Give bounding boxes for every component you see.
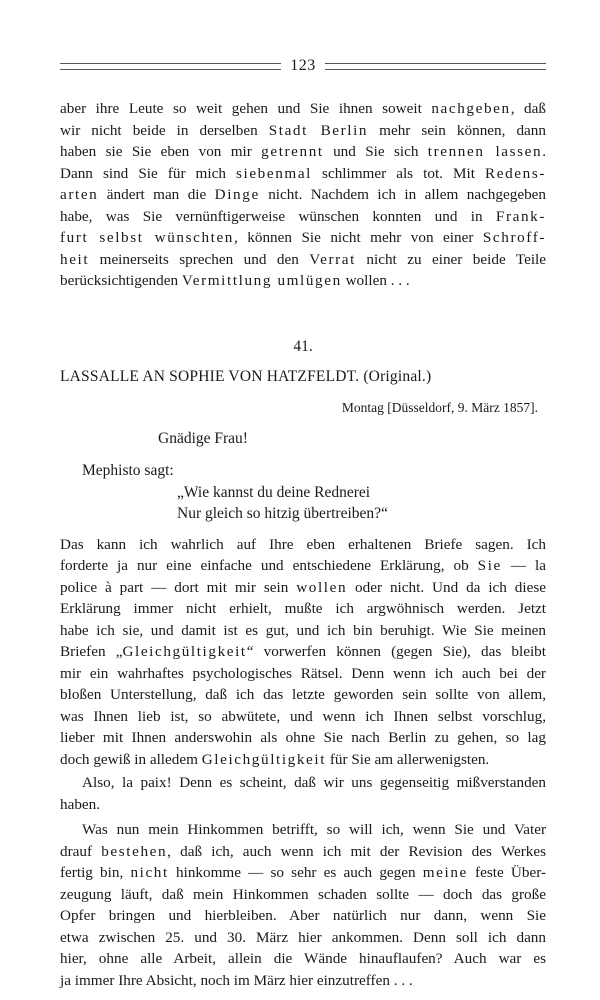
verse-quote (60, 482, 546, 524)
verse-line: Nur gleich so hitzig übertreiben?“ (177, 504, 388, 522)
spaced-emphasis: meine (422, 864, 468, 881)
header-rule-left (60, 63, 281, 70)
quote-intro: Mephisto sagt: (82, 461, 174, 479)
spaced-emphasis: Stadt Berlin (268, 121, 369, 139)
text-line: habe ich sie, und damit ist es gut, und ich bin beruhigt. Wie Sie meinen (60, 621, 546, 639)
text-line: Also, la paix! Denn es scheint, daß wir uns gegenseitig mißverstanden (82, 774, 546, 791)
letter-title: LASSALLE AN SOPHIE VON HATZFELDT. (Original.) (60, 367, 432, 385)
spaced-emphasis: getrennt (261, 143, 324, 160)
spaced-emphasis: trennen lassen (427, 143, 543, 160)
text-line: was Ihnen lieb ist, so abwütete, und wenn ich Ihnen selbst vorschlug, (60, 707, 546, 725)
text-line: haben. (60, 795, 101, 813)
text-line: bloßen Unterstellung, daß ich das letzte geworden sein sollte von allem, (60, 686, 546, 703)
spaced-emphasis: Frank- (495, 207, 546, 225)
text-line: wir nicht beide in derselben Stadt Berlin mehr sein können, dann (60, 121, 546, 139)
spaced-emphasis: Sie (477, 557, 502, 574)
text-line: Was nun mein Hinkommen betrifft, so will ich, wenn Sie und Vater (82, 821, 546, 838)
text-line: hier, ohne alle Arbeit, allein die Wände hinauflaufen? Auch war es (60, 950, 546, 967)
spaced-emphasis: nicht (130, 864, 169, 881)
text-line: berücksichtigenden Vermittlung umlügen wollen . . . (60, 272, 410, 289)
letter-number: 41. (293, 337, 313, 355)
text-line: habe, was Sie vernünftigerweise wünschen konnten und in Frank- (60, 207, 546, 225)
spaced-emphasis: wollen (296, 578, 348, 596)
text-line: Dann sind Sie für mich siebenmal schlimmer als tot. Mit Redens- (60, 164, 546, 182)
continued-paragraph (60, 98, 546, 292)
letter-salutation: Gnädige Frau! (158, 429, 248, 447)
header-rule-right (325, 63, 546, 70)
text-line: mir ein wahrhaftes psychologisches Rätsel. Denn wenn ich auch bei der (60, 664, 546, 682)
verse-line: „Wie kannst du deine Rednerei (177, 483, 371, 501)
spaced-emphasis: arten (60, 186, 99, 203)
text-line: forderte ja nur eine einfache und entschiedene Erklärung, ob Sie — la (60, 557, 546, 574)
letter-paragraph-3 (60, 819, 546, 991)
spaced-emphasis: Schroff- (482, 229, 547, 246)
spaced-emphasis: Gleichgültigkeit (122, 643, 247, 660)
spaced-emphasis: heit (60, 250, 90, 268)
spaced-emphasis: nachgeben (431, 100, 511, 117)
letter-paragraph-2 (60, 772, 546, 815)
text-line: Das kann ich wahrlich auf Ihre eben erhaltenen Briefe sagen. Ich (60, 535, 546, 553)
text-line: drauf bestehen, daß ich, auch wenn ich mit der Revision des Werkes (60, 842, 546, 860)
text-line: etwa zwischen 25. und 30. März hier ankommen. Denn soll ich dann (60, 928, 546, 946)
letter-paragraph-1 (60, 534, 546, 771)
text-line: lieber mit Ihnen anderswohin als ohne Sie nach Berlin zu gehen, so lag (60, 729, 546, 746)
text-line: police à part — dort mit mir sein wollen oder nicht. Und da ich diese (60, 578, 546, 596)
text-line: Erklärung immer nicht erhielt, mußte ich argwöhnisch werden. Jetzt (60, 600, 546, 617)
text-line: Briefen „Gleichgültigkeit“ vorwerfen können (gegen Sie), das bleibt (60, 643, 546, 660)
spaced-emphasis: Verrat (309, 250, 356, 268)
letter-date: Montag [Düsseldorf, 9. März 1857]. (341, 399, 538, 415)
spaced-emphasis: Gleichgültigkeit (201, 750, 327, 768)
text-line: arten ändert man die Dinge nicht. Nachdem ich in allem nachgegeben (60, 186, 546, 203)
text-line: Opfer bringen und hierbleiben. Aber natürlich nur dann, wenn Sie (60, 907, 546, 924)
spaced-emphasis: Vermittlung umlügen (181, 272, 342, 289)
text-line: zeugung läuft, daß mein Hinkommen schaden sollte — doch das große (60, 885, 546, 903)
text-line: furt selbst wünschten, können Sie nicht mehr von einer Schroff- (60, 229, 547, 246)
spaced-emphasis: furt selbst wünschten (60, 229, 235, 246)
spaced-emphasis: bestehen (101, 842, 168, 860)
text-line: doch gewiß in alledem Gleichgültigkeit für Sie am allerwenigsten. (60, 750, 490, 768)
text-line: haben sie Sie eben von mir getrennt und Sie sich trennen lassen. (60, 143, 546, 160)
spaced-emphasis: Redens- (485, 164, 546, 182)
spaced-emphasis: siebenmal (236, 164, 312, 182)
text-line: heit meinerseits sprechen und den Verrat nicht zu einer beide Teile (60, 250, 546, 268)
spaced-emphasis: Dinge (214, 186, 260, 203)
page-header (60, 52, 546, 80)
page-number: 123 (290, 57, 316, 74)
text-line: aber ihre Leute so weit gehen und Sie ihnen soweit nachgeben, daß (60, 100, 546, 117)
text-line: fertig bin, nicht hinkomme — so sehr es auch gegen meine feste Über- (60, 864, 547, 881)
book-page (60, 52, 546, 991)
text-line: ja immer Ihre Absicht, noch im März hier einzutreffen . . . (60, 971, 413, 989)
